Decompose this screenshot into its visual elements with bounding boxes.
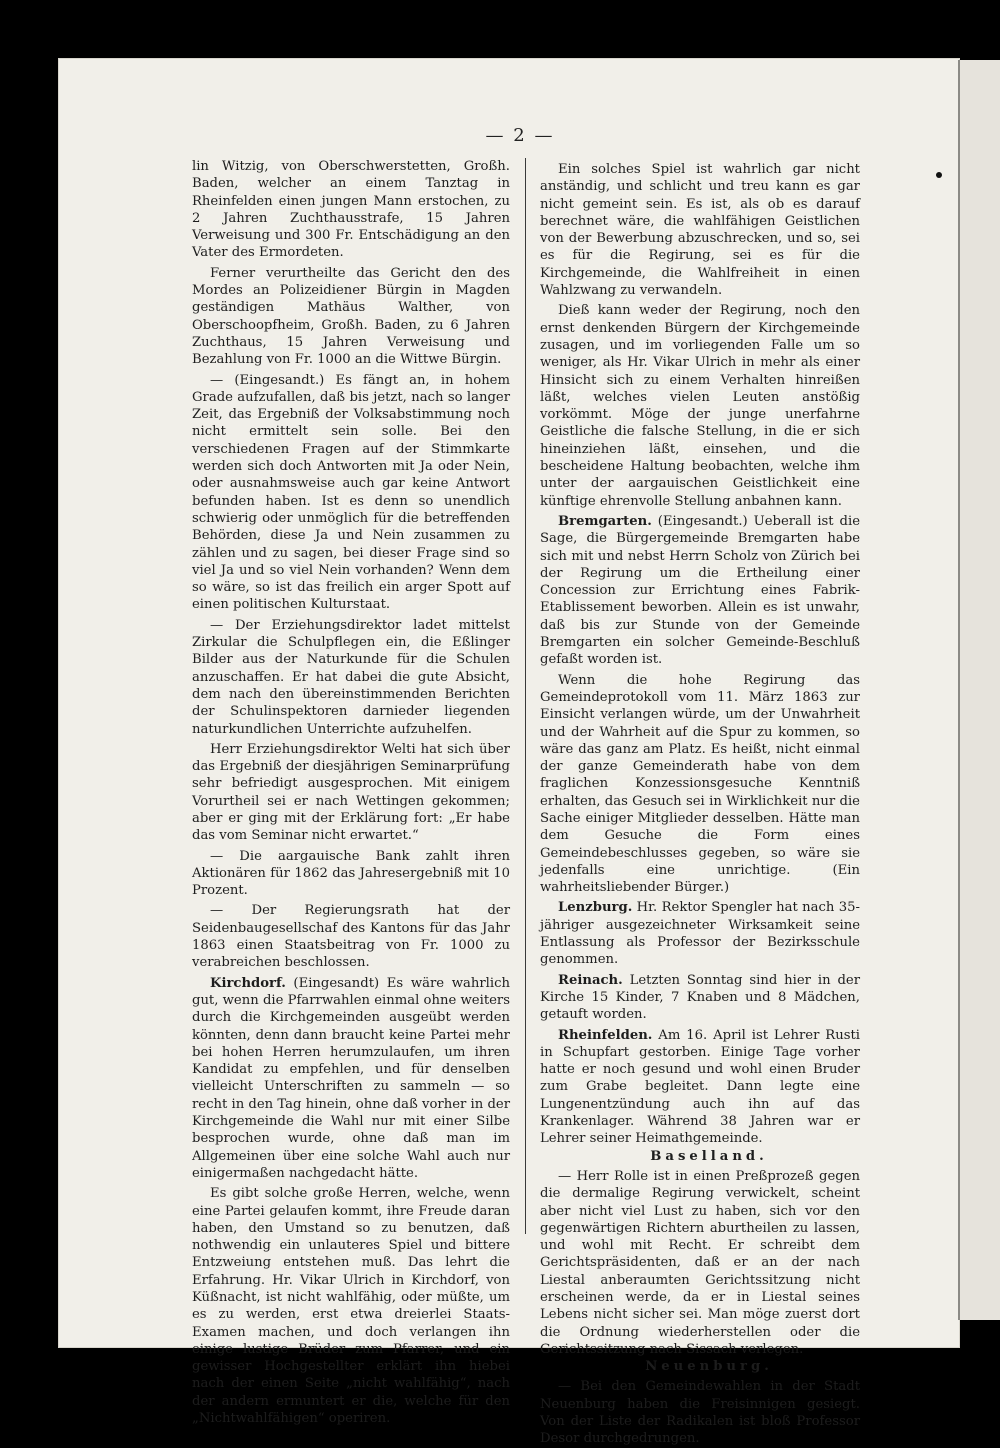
section-heading: Baselland. bbox=[650, 1148, 768, 1164]
paragraph-text: Herr Erziehungsdirektor Welti hat sich über das Ergebniß der diesjährigen Seminarprüfung sehr befriedigt ausgesprochen. Mit einigem Vorurtheil sei er nach Wettingen gekommen; aber er ging mit der Erklärung fort: „Er habe das vom Seminar nicht erwartet.“ bbox=[192, 741, 510, 844]
article-place-heading: Reinach. bbox=[558, 972, 623, 988]
article-paragraph bbox=[540, 1027, 860, 1148]
article-paragraph bbox=[540, 1378, 860, 1447]
paragraph-text: Dieß kann weder der Regirung, noch den ernst denkenden Bürgern der Kirchgemeinde zusagen, und im vorliegenden Falle um so weniger, als Hr. Vikar Ulrich in mehr als einer Hinsicht sich zu einem Verhalten hinreißen läßt, welches vielen Leuten anstößig vorkömmt. Möge der junge unerfahrne Geistliche die falsche Stellung, in die er sich hineinziehen läßt, einsehen, und die bescheidene Haltung beobachten, welche ihm unter der aargauischen Geistlichkeit eine künftige ehrenvolle Stellung anbahnen kann. bbox=[540, 303, 860, 509]
column-divider bbox=[525, 158, 526, 1234]
left-column bbox=[192, 158, 510, 1427]
adjacent-page-edge bbox=[958, 60, 1000, 1320]
article-paragraph bbox=[192, 617, 510, 738]
paragraph-text: lin Witzig, von Oberschwerstetten, Großh. Baden, welcher an einem Tanztag in Rheinfelden einen jungen Mann erstochen, zu 2 Jahren Zuchthausstrafe, 15 Jahren Verweisung und 300 Fr. Entschädigung an den Vater des Ermordeten. bbox=[192, 159, 510, 261]
paragraph-text: — Der Regierungsrath hat der Seidenbaugesellschaf des Kantons für das Jahr 1863 einen Staatsbeitrag von Fr. 1000 zu verabreichen beschlossen. bbox=[192, 903, 510, 971]
paragraph-text: Ferner verurtheilte das Gericht den des Mordes an Polizeidiener Bürgin in Magden geständigen Mathäus Walther, von Oberschoopfheim, Großh. Baden, zu 6 Jahren Zuchthaus, 15 Jahren Verweisung und Bezahlung von Fr. 1000 an die Wittwe Bürgin. bbox=[192, 265, 510, 368]
article-place-heading: Bremgarten. bbox=[558, 513, 652, 529]
paragraph-text: — Herr Rolle ist in einen Preßprozeß gegen die dermalige Regirung verwickelt, scheint aber nicht viel Lust zu haben, sich vor den gegenwärtigen Richtern aburtheilen zu lassen, und wohl mit Recht. Er schreibt dem Gerichtspräsidenten, daß er an der nach Liestal anberaumten Gerichtssitzung nicht erscheinen werde, da er in Liestal seines Lebens nicht sicher sei. Man möge zuerst dort die Ordnung wiederherstellen oder die Gerichtssitzung nach Sissach verlegen. bbox=[540, 1168, 860, 1357]
article-paragraph bbox=[192, 1185, 510, 1427]
article-paragraph bbox=[192, 158, 510, 262]
article-paragraph bbox=[540, 513, 860, 669]
article-paragraph bbox=[192, 741, 510, 845]
article-paragraph bbox=[540, 899, 860, 968]
ink-spot bbox=[936, 172, 942, 178]
paragraph-text: — Die aargauische Bank zahlt ihren Aktionären für 1862 das Jahresergebniß mit 10 Prozent. bbox=[192, 848, 510, 899]
paragraph-text: Wenn die hohe Regirung das Gemeindeprotokoll vom 11. März 1863 zur Einsicht verlangen würde, um der Unwahrheit und der Wahrheit auf die Spur zu kommen, so wäre das ganz am Platz. Es heißt, nicht einmal der ganze Gemeinderath habe von dem fraglichen Konzessionsgesuche Kenntniß erhalten, das Gesuch sei in Wirklichkeit nur die Sache einiger Mitglieder desselben. Hätte man dem Gesuche die Form eines Gemeindebeschlusses gegeben, so wäre sie jedenfalls eine unrichtige. (Ein wahrheitsliebender Bürger.) bbox=[540, 672, 860, 896]
article-place-heading: Kirchdorf. bbox=[210, 975, 286, 991]
article-paragraph bbox=[192, 848, 510, 900]
paragraph-text: Letzten Sonntag sind hier in der Kirche 15 Kinder, 7 Knaben und 8 Mädchen, getauft worden. bbox=[540, 972, 860, 1023]
article-paragraph bbox=[540, 672, 860, 897]
article-paragraph bbox=[540, 972, 860, 1024]
paragraph-text: (Eingesandt.) Ueberall ist die Sage, die Bürgergemeinde Bremgarten habe sich mit und nebst Herrn Scholz von Zürich bei der Regirung um die Ertheilung einer Concession zur Errichtung eines Fabrik-Etablissement beworben. Allein es ist unwahr, daß bis zur Stunde von der Gemeinde Bremgarten ein solcher Gemeinde-Beschluß gefaßt worden ist. bbox=[540, 513, 860, 668]
paragraph-text: (Eingesandt) Es wäre wahrlich gut, wenn die Pfarrwahlen einmal ohne weiters durch die Kirchgemeinden ausgeübt werden könnten, denn dann braucht keine Partei mehr bei hohen Herren herumzulaufen, um ihren Kandidat zu empfehlen, und für denselben vielleicht Unterschriften zu sammeln — so recht in den Tag hinein, ohne daß vorher in der Kirchgemeinde die Wahl nur mit einer Silbe besprochen wurde, ohne daß man im Allgemeinen über eine solche Wahl auch nur einigermaßen nachgedacht hätte. bbox=[192, 975, 510, 1181]
paragraph-text: Am 16. April ist Lehrer Rusti in Schupfart gestorben. Einige Tage vorher hatte er noch gesund und wohl einen Bruder zum Grabe begleitet. Dann legte eine Lungenentzündung auch ihn auf das Krankenlager. Während 38 Jahren war er Lehrer seiner Heimathgemeinde. bbox=[540, 1027, 860, 1147]
section-heading: Neuenburg. bbox=[645, 1359, 773, 1375]
right-column bbox=[540, 158, 860, 1448]
article-place-heading: Rheinfelden. bbox=[558, 1027, 653, 1043]
paragraph-text: Es gibt solche große Herren, welche, wenn eine Partei gelaufen kommt, ihre Freude daran haben, den Umstand so zu benutzen, daß nothwendig ein unlauteres Spiel und bittere Entzweiung entstehen muß. Das lehrt die Erfahrung. Hr. Vikar Ulrich in Kirchdorf, von Küßnacht, ist nicht wahlfähig, oder müßte, um es zu werden, erst etwa dreierlei Staats-Examen machen, und doch verlangen ihn einige lustige Brüder zum Pfarrer, und ein gewisser Hochgestellter erklärt ihn hiebei nach der einen Seite „nicht wahlfähig“, nach der andern ermuntert er die, welche für den „Nichtwahlfähigen“ operiren. bbox=[192, 1186, 510, 1427]
article-paragraph bbox=[192, 975, 510, 1183]
article-place-heading: Lenzburg. bbox=[558, 900, 633, 916]
article-paragraph bbox=[540, 1168, 860, 1358]
page-number: — 2 — bbox=[485, 125, 555, 146]
article-paragraph bbox=[192, 372, 510, 614]
paragraph-text: — (Eingesandt.) Es fängt an, in hohem Grade aufzufallen, daß bis jetzt, nach so langer Zeit, das Ergebniß der Volksabstimmung noch nicht ermittelt sein solle. Bei den verschiedenen Fragen auf der Stimmkarte werden sich doch Antworten mit Ja oder Nein, oder ausnahmsweise auch gar keine Antwort befunden haben. Ist es denn so unendlich schwierig oder unmöglich für die betreffenden Behörden, diese Ja und Nein zusammen zu zählen und zu sagen, bei dieser Frage sind so viel Ja und so viel Nein vorhanden? Wenn dem so wäre, so ist das freilich ein arger Spott auf einen politischen Kulturstaat. bbox=[192, 372, 510, 613]
paragraph-text: — Bei den Gemeindewahlen in der Stadt Neuenburg haben die Freisinnigen gesiegt. Von der Liste der Radikalen ist bloß Professor Desor durchgedrungen. bbox=[540, 1379, 860, 1447]
article-paragraph bbox=[540, 161, 860, 299]
article-paragraph bbox=[540, 302, 860, 510]
paragraph-text: — Der Erziehungsdirektor ladet mittelst Zirkular die Schulpflegen ein, die Eßlinger Bilder aus der Naturkunde für die Schulen anzuschaffen. Er hat dabei die gute Absicht, dem nach den übereinstimmenden Berichten der Schulinspektoren darnieder liegenden naturkundlichen Unterrichte aufzuhelfen. bbox=[192, 617, 510, 737]
paragraph-text: Ein solches Spiel ist wahrlich gar nicht anständig, und schlicht und treu kann es gar nicht gemeint sein. Es ist, als ob es darauf berechnet wäre, die wahlfähigen Geistlichen von der Bewerbung abzuschrecken, und so, sei es für die Regirung, sei es für die Kirchgemeinde, die Wahlfreiheit in einen Wahlzwang zu verwandeln. bbox=[540, 162, 860, 299]
paragraph-text: Hr. Rektor Spengler hat nach 35-jähriger ausgezeichneter Wirksamkeit seine Entlassung als Professor der Bezirksschule genommen. bbox=[540, 900, 860, 968]
article-paragraph bbox=[192, 265, 510, 369]
article-paragraph bbox=[192, 902, 510, 971]
